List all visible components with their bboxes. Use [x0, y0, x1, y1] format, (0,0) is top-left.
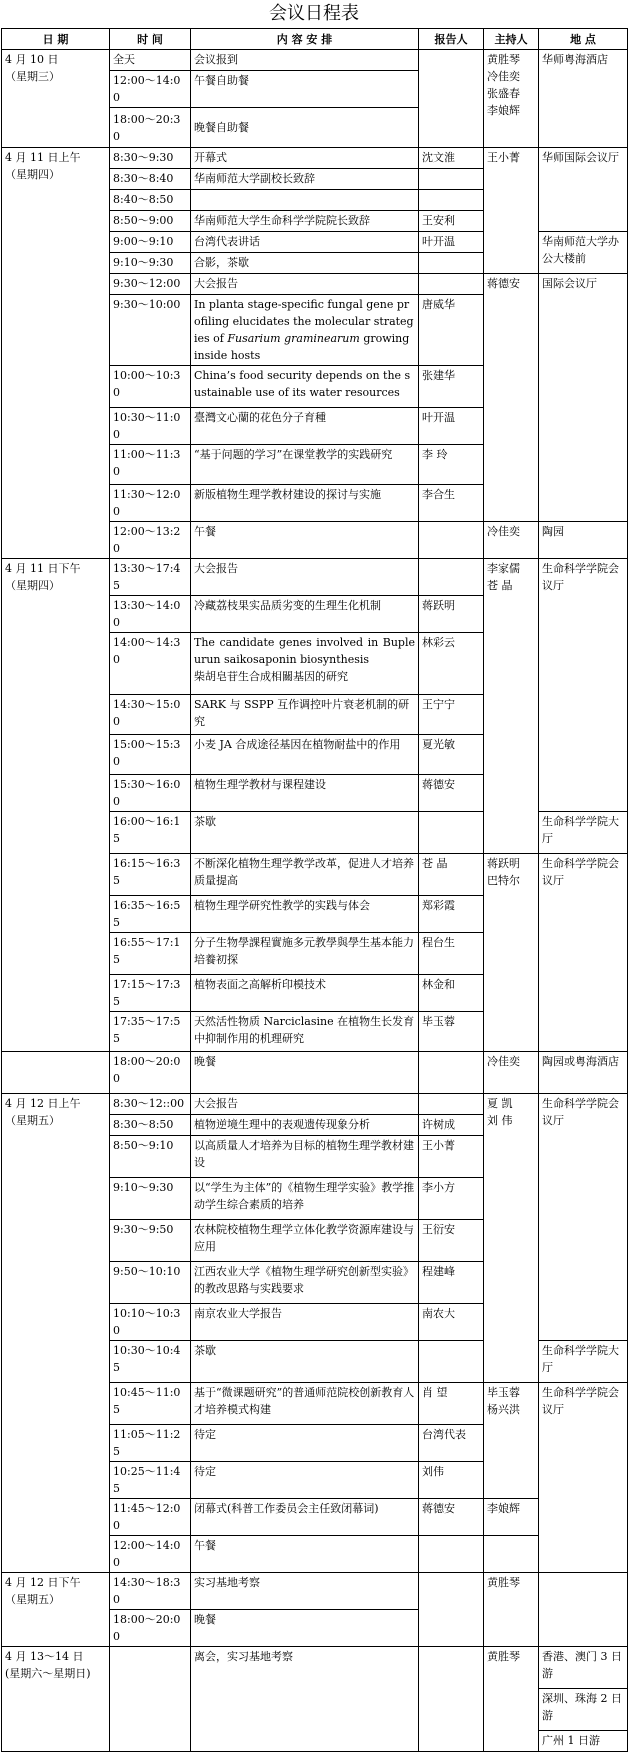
date-cell: 4 月 12 日上午 （星期五）	[2, 1094, 110, 1573]
speaker-cell: 林金和	[419, 975, 484, 1012]
content-cell: 以高质量人才培养为目标的植物生理学教材建设	[191, 1136, 419, 1178]
time-cell: 9:00～9:10	[110, 232, 191, 253]
speaker-cell	[419, 522, 484, 559]
time-cell: 16:55～17:15	[110, 933, 191, 975]
location-cell: 陶园或粤海酒店	[539, 1052, 628, 1094]
content-cell: 午餐	[191, 522, 419, 559]
speaker-cell: 肖 望	[419, 1383, 484, 1425]
content-cell: 以“学生为主体”的《植物生理学实验》教学推动学生综合素质的培养	[191, 1178, 419, 1220]
location-cell: 华师国际会议厅	[539, 148, 628, 232]
time-cell: 11:00～11:30	[110, 445, 191, 485]
speaker-cell: 李合生	[419, 485, 484, 522]
host-cell: 李娘辉	[484, 1499, 539, 1536]
host-cell: 夏 凯 刘 伟	[484, 1094, 539, 1383]
header-content: 内 容 安 排	[191, 29, 419, 50]
time-cell: 16:35～16:55	[110, 896, 191, 933]
speaker-cell: 叶开温	[419, 232, 484, 253]
time-cell: 8:30～8:40	[110, 169, 191, 190]
time-cell: 9:30～12:00	[110, 274, 191, 295]
content-cell: 新版植物生理学教材建设的探讨与实施	[191, 485, 419, 522]
table-row	[2, 148, 628, 169]
speaker-cell	[419, 50, 484, 148]
time-cell: 10:30～11:00	[110, 408, 191, 445]
time-cell: 11:45～12:00	[110, 1499, 191, 1536]
time-cell: 9:30～10:00	[110, 295, 191, 366]
content-cell: 基于“微课题研究”的普通师范院校创新教育人才培养模式构建	[191, 1383, 419, 1425]
speaker-cell	[419, 274, 484, 295]
speaker-cell: 蒋德安	[419, 775, 484, 812]
header-date: 日 期	[2, 29, 110, 50]
table-row	[2, 1573, 628, 1610]
time-cell: 8:40～8:50	[110, 190, 191, 211]
time-cell: 15:30～16:00	[110, 775, 191, 812]
content-cell: 大会报告	[191, 1094, 419, 1115]
host-cell: 李家儒 苍 晶	[484, 559, 539, 854]
speaker-cell	[419, 1647, 484, 1752]
location-cell: 生命科学学院会议厅	[539, 559, 628, 812]
host-cell: 蒋德安	[484, 274, 539, 522]
speaker-cell	[419, 1094, 484, 1115]
time-cell: 全天	[110, 50, 191, 71]
host-cell: 冷佳奕	[484, 1052, 539, 1094]
speaker-cell	[419, 559, 484, 596]
time-cell: 8:50～9:00	[110, 211, 191, 232]
location-cell: 生命科学学院会议厅	[539, 1383, 628, 1573]
content-cell: 南京农业大学报告	[191, 1304, 419, 1341]
speaker-cell: 南农大	[419, 1304, 484, 1341]
location-cell: 生命科学学院大厅	[539, 1341, 628, 1383]
header-host: 主持人	[484, 29, 539, 50]
content-cell: 天然活性物质 Narciclasine 在植物生长发育中抑制作用的机理研究	[191, 1012, 419, 1052]
content-cell: China’s food security depends on the sustainable use of its water resources	[191, 366, 419, 408]
speaker-cell	[419, 1536, 484, 1573]
speaker-cell: 蒋德安	[419, 1499, 484, 1536]
host-cell	[484, 1536, 539, 1573]
table-row	[2, 50, 628, 71]
content-cell: The candidate genes involved in Bupleurun saikosaponin biosynthesis 柴胡皂苷生合成相關基因的研究	[191, 633, 419, 695]
date-cell: 4 月 10 日 （星期三）	[2, 50, 110, 148]
time-cell: 12:00～14:00	[110, 71, 191, 108]
time-cell: 11:05～11:25	[110, 1425, 191, 1462]
location-cell: 生命科学学院大厅	[539, 812, 628, 854]
schedule-table	[1, 28, 628, 1752]
content-cell: 离会，实习基地考察	[191, 1647, 419, 1752]
speaker-cell	[419, 1573, 484, 1647]
content-cell: 开幕式	[191, 148, 419, 169]
time-cell: 10:00～10:30	[110, 366, 191, 408]
speaker-cell: 王小菁	[419, 1136, 484, 1178]
location-cell: 生命科学学院会议厅	[539, 854, 628, 1052]
location-cell: 华南师范大学办公大楼前	[539, 232, 628, 274]
table-row	[2, 559, 628, 596]
content-cell: 待定	[191, 1425, 419, 1462]
time-cell: 9:10～9:30	[110, 253, 191, 274]
date-cell: 4 月 13～14 日 (星期六～星期日)	[2, 1647, 110, 1752]
content-cell: 江西农业大学《植物生理学研究创新型实验》的教改思路与实践要求	[191, 1262, 419, 1304]
table-row	[2, 1052, 628, 1094]
content-cell: 华南师范大学生命科学学院院长致辞	[191, 211, 419, 232]
speaker-cell: 李 玲	[419, 445, 484, 485]
speaker-cell	[419, 812, 484, 854]
speaker-cell	[419, 253, 484, 274]
content-cell	[191, 190, 419, 211]
location-cell: 深圳、珠海 2 日游	[539, 1689, 628, 1731]
speaker-cell: 林彩云	[419, 633, 484, 695]
time-cell: 11:30～12:00	[110, 485, 191, 522]
time-cell: 12:00～13:20	[110, 522, 191, 559]
location-cell	[539, 1573, 628, 1647]
content-cell: 植物生理学研究性教学的实践与体会	[191, 896, 419, 933]
content-cell: 分子生物學課程實施多元教學與學生基本能力培養初探	[191, 933, 419, 975]
speaker-cell: 李小方	[419, 1178, 484, 1220]
speaker-cell: 程台生	[419, 933, 484, 975]
time-cell: 12:00～14:00	[110, 1536, 191, 1573]
time-cell: 18:00～20:00	[110, 1610, 191, 1647]
content-cell: 植物生理学教材与课程建设	[191, 775, 419, 812]
content-cell: 台湾代表讲话	[191, 232, 419, 253]
speaker-cell: 王宁宁	[419, 695, 484, 735]
content-cell: In planta stage-specific fungal gene profiling elucidates the molecular strategies of Fusarium graminearum growing inside hosts	[191, 295, 419, 366]
table-row	[2, 1647, 628, 1689]
content-cell: SARK 与 SSPP 互作调控叶片衰老机制的研究	[191, 695, 419, 735]
date-cell: 4 月 11 日上午 （星期四）	[2, 148, 110, 559]
content-cell: 会议报到	[191, 50, 419, 71]
host-cell: 王小菁	[484, 148, 539, 274]
content-cell: 臺灣文心蘭的花色分子育種	[191, 408, 419, 445]
time-cell: 8:30～12::00	[110, 1094, 191, 1115]
content-cell: 植物表面之高解析印模技术	[191, 975, 419, 1012]
content-cell: 实习基地考察	[191, 1573, 419, 1610]
time-cell: 16:00～16:15	[110, 812, 191, 854]
time-cell: 13:30～14:00	[110, 596, 191, 633]
host-cell: 冷佳奕	[484, 522, 539, 559]
content-cell: 不断深化植物生理学教学改革，促进人才培养质量提高	[191, 854, 419, 896]
time-cell: 9:30～9:50	[110, 1220, 191, 1262]
time-cell: 10:10～10:30	[110, 1304, 191, 1341]
speaker-cell	[419, 1052, 484, 1094]
speaker-cell: 唐威华	[419, 295, 484, 366]
location-cell: 国际会议厅	[539, 274, 628, 522]
speaker-cell: 许树成	[419, 1115, 484, 1136]
speaker-cell	[419, 169, 484, 190]
time-cell: 8:30～9:30	[110, 148, 191, 169]
content-cell: 茶歇	[191, 812, 419, 854]
date-cell	[2, 1052, 110, 1094]
content-cell: 大会报告	[191, 559, 419, 596]
time-cell: 8:50～9:10	[110, 1136, 191, 1178]
content-cell: 植物逆境生理中的表观遗传现象分析	[191, 1115, 419, 1136]
time-cell: 9:50～10:10	[110, 1262, 191, 1304]
time-cell: 8:30～8:50	[110, 1115, 191, 1136]
content-cell: 合影，茶歇	[191, 253, 419, 274]
speaker-cell: 毕玉蓉	[419, 1012, 484, 1052]
header-row	[2, 29, 628, 50]
header-speaker: 报告人	[419, 29, 484, 50]
host-cell: 黄胜琴	[484, 1647, 539, 1752]
host-cell: 蒋跃明 巴特尔	[484, 854, 539, 1052]
content-cell: 小麦 JA 合成途径基因在植物耐盐中的作用	[191, 735, 419, 775]
content-cell: 华南师范大学副校长致辞	[191, 169, 419, 190]
content-cell: 午餐自助餐	[191, 71, 419, 108]
time-cell: 18:00～20:00	[110, 1052, 191, 1094]
content-cell: 冷藏荔枝果实品质劣变的生理生化机制	[191, 596, 419, 633]
speaker-cell: 刘伟	[419, 1462, 484, 1499]
location-cell: 广州 1 日游	[539, 1731, 628, 1752]
time-cell: 17:15～17:35	[110, 975, 191, 1012]
date-cell: 4 月 11 日下午 （星期四）	[2, 559, 110, 1052]
time-cell: 10:45～11:05	[110, 1383, 191, 1425]
content-cell: 茶歇	[191, 1341, 419, 1383]
speaker-cell: 蒋跃明	[419, 596, 484, 633]
content-cell: 大会报告	[191, 274, 419, 295]
time-cell: 18:00～20:30	[110, 108, 191, 148]
host-cell: 毕玉蓉 杨兴洪	[484, 1383, 539, 1499]
location-cell: 华师粤海酒店	[539, 50, 628, 148]
speaker-cell: 苍 晶	[419, 854, 484, 896]
time-cell	[110, 1647, 191, 1752]
speaker-cell	[419, 1341, 484, 1383]
header-location: 地 点	[539, 29, 628, 50]
speaker-cell: 张建华	[419, 366, 484, 408]
location-cell: 生命科学学院会议厅	[539, 1094, 628, 1341]
time-cell: 15:00～15:30	[110, 735, 191, 775]
time-cell: 16:15～16:35	[110, 854, 191, 896]
speaker-cell: 郑彩霞	[419, 896, 484, 933]
time-cell: 14:30～15:00	[110, 695, 191, 735]
location-cell: 陶园	[539, 522, 628, 559]
speaker-cell: 王衍安	[419, 1220, 484, 1262]
content-cell: 农林院校植物生理学立体化教学资源库建设与应用	[191, 1220, 419, 1262]
speaker-cell: 台湾代表	[419, 1425, 484, 1462]
time-cell: 14:00～14:30	[110, 633, 191, 695]
content-cell: “基于问题的学习”在课堂教学的实践研究	[191, 445, 419, 485]
content-cell: 待定	[191, 1462, 419, 1499]
host-cell: 黄胜琴 冷佳奕 张盛春 李娘辉	[484, 50, 539, 148]
speaker-cell: 程建峰	[419, 1262, 484, 1304]
speaker-cell	[419, 190, 484, 211]
header-time: 时 间	[110, 29, 191, 50]
time-cell: 10:25～11:45	[110, 1462, 191, 1499]
content-cell: 晚餐	[191, 1610, 419, 1647]
location-cell: 香港、澳门 3 日游	[539, 1647, 628, 1689]
content-cell: 晚餐自助餐	[191, 108, 419, 148]
host-cell: 黄胜琴	[484, 1573, 539, 1647]
page-title: 会议日程表	[269, 3, 359, 24]
time-cell: 9:10～9:30	[110, 1178, 191, 1220]
time-cell: 17:35～17:55	[110, 1012, 191, 1052]
content-cell: 晚餐	[191, 1052, 419, 1094]
speaker-cell: 叶开温	[419, 408, 484, 445]
content-cell: 闭幕式(科普工作委员会主任致闭幕词)	[191, 1499, 419, 1536]
table-row	[2, 1094, 628, 1115]
time-cell: 13:30～17:45	[110, 559, 191, 596]
time-cell: 14:30～18:30	[110, 1573, 191, 1610]
content-cell: 午餐	[191, 1536, 419, 1573]
time-cell: 10:30～10:45	[110, 1341, 191, 1383]
speaker-cell: 夏光敏	[419, 735, 484, 775]
speaker-cell: 王安利	[419, 211, 484, 232]
date-cell: 4 月 12 日下午 （星期五）	[2, 1573, 110, 1647]
speaker-cell: 沈文淮	[419, 148, 484, 169]
